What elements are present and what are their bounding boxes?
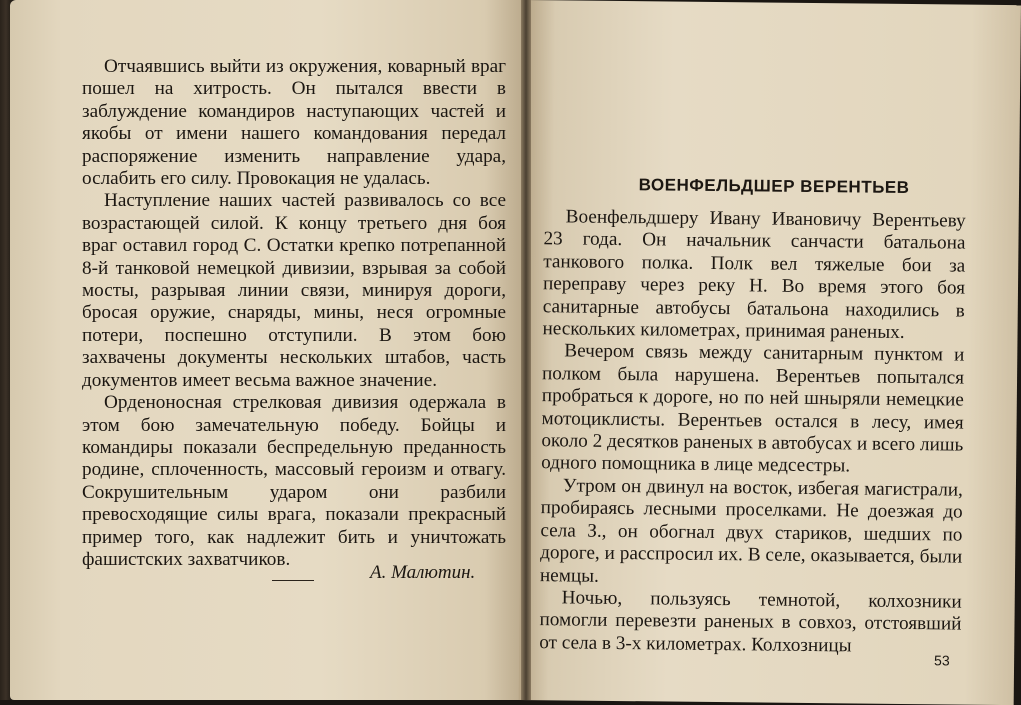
paragraph: Ночью, пользуясь темнотой, колхозники помогли перевезти раненых в совхоз, отстоявший от села в 3-х километрах. Колхозницы	[539, 587, 962, 657]
right-page-text	[539, 206, 966, 659]
paragraph: Военфельдшеру Ивану Ивановичу Верентьеву 23 года. Он начальник санчасти батальона танкового полка. Полк вел тяжелые бои за переправу через реку Н. Во время этого боя санитарные автобусы батальона находились в нескольких километрах, принимая раненых.	[542, 206, 966, 344]
page-number: 53	[934, 652, 950, 669]
right-page	[519, 0, 1021, 705]
separator-rule	[272, 580, 314, 581]
author-signature: А. Малютин.	[370, 562, 476, 583]
left-page	[10, 0, 526, 700]
paragraph: Отчаявшись выйти из окружения, коварный враг пошел на хитрость. Он пытался ввести в заблуждение командиров наступающих частей и якобы от имени нашего командования передал распоряжение изменить направление удара, ослабить его силу. Провокация не удалась.	[82, 56, 506, 190]
paragraph: Утром он двинул на восток, избегая магистрали, пробираясь лесными проселками. Не доезжая до села З., он обогнал двух стариков, шедших по дороге, и расспросил их. В селе, оказывается, были немцы.	[539, 475, 964, 587]
chapter-title: ВОЕНФЕЛЬДШЕР ВЕРЕНТЬЕВ	[638, 175, 910, 198]
book-gutter	[521, 0, 531, 700]
paragraph: Наступление наших частей развивалось со все возрастающей силой. К концу третьего дня боя враг оставил город С. Остатки крепко потрепанной 8-й танковой немецкой дивизии, взрывая за собой мосты, разрывая линии связи, минируя дороги, бросая оружие, снаряды, мины, неся огромные потери, поспешно отступили. В этом бою захвачены документы нескольких штабов, часть документов имеет весьма важное значение.	[82, 190, 506, 391]
paragraph: Орденоносная стрелковая дивизия одержала в этом бою замечательную победу. Бойцы и командиры показали беспредельную преданность родине, сплоченность, массовый героизм и отвагу. Сокрушительным ударом они разбили превосходящие силы врага, показали прекрасный пример того, как надлежит бить и уничтожать фашистских захватчиков.	[82, 392, 506, 570]
left-page-text	[82, 56, 506, 571]
paragraph: Вечером связь между санитарным пунктом и полком была нарушена. Верентьев попытался пробраться к дороге, но по ней шныряли немецкие мотоциклисты. Верентьев остался в лесу, имея около 2 десятков раненых в автобусах и всего лишь одного помощника в лице медсестры.	[541, 340, 965, 477]
